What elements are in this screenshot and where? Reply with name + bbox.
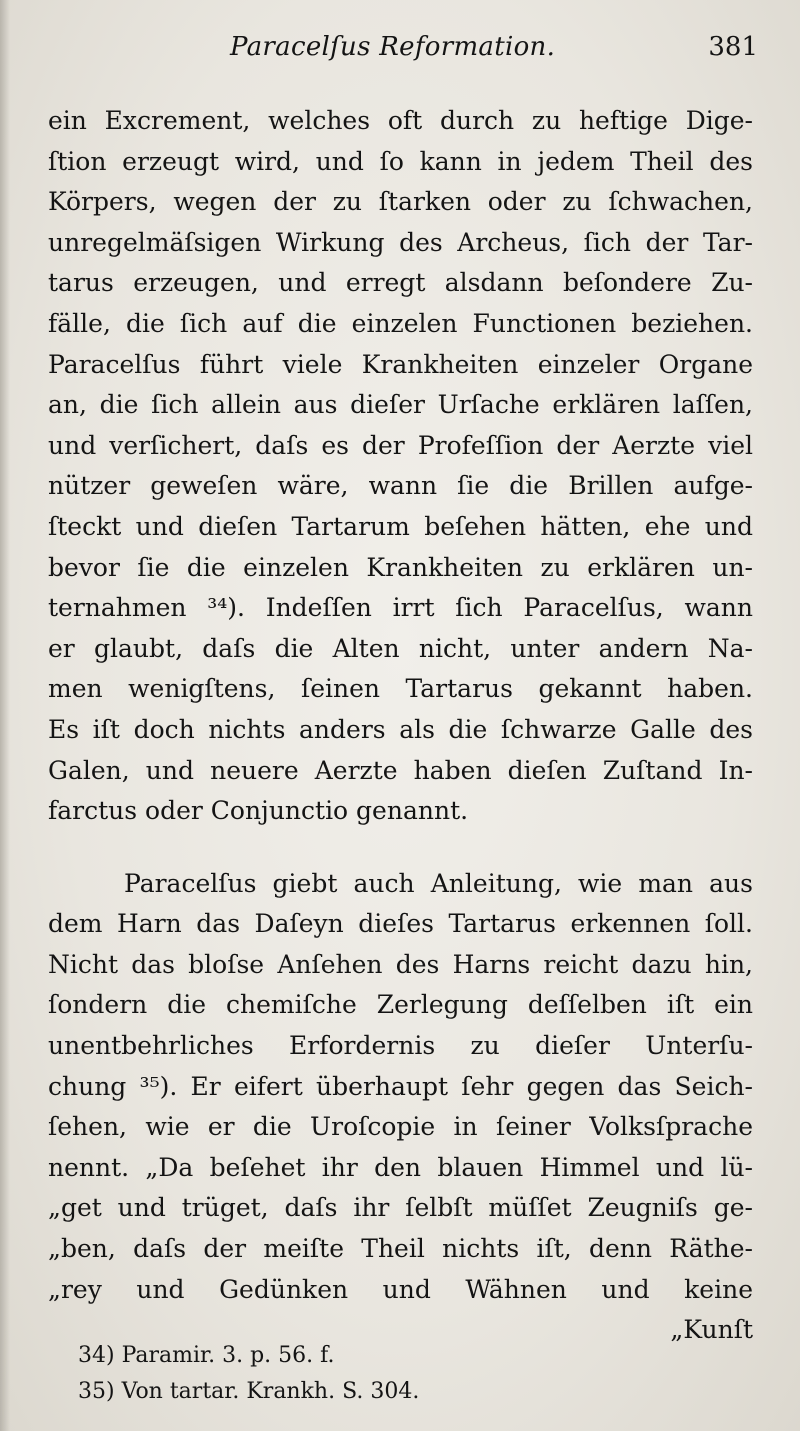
text-line: ſondern die chemiſche Zerlegung deſſelben iſt ein	[48, 990, 753, 1020]
running-title: Paracelſus Reformation.	[230, 32, 556, 62]
text-line: farctus oder Conjunctio genannt.	[48, 796, 469, 826]
footnote: 35) Von tartar. Krankh. S. 304.	[78, 1379, 420, 1404]
text-line: „get und trüget, daſs ihr ſelbſt müſſet Zeugniſs ge-	[48, 1193, 753, 1223]
text-line: men wenigſtens, ſeinen Tartarus gekannt haben.	[48, 674, 753, 704]
text-line: Paracelſus giebt auch Anleitung, wie man aus	[124, 868, 753, 898]
text-line: er glaubt, daſs die Alten nicht, unter andern Na-	[48, 633, 753, 663]
text-line: unregelmäſsigen Wirkung des Archeus, ſich der Tar-	[48, 227, 753, 257]
text-line: dem Harn das Daſeyn dieſes Tartarus erkennen ſoll.	[48, 909, 753, 939]
footnote: 34) Paramir. 3. p. 56. f.	[78, 1343, 335, 1368]
text-line: Es iſt doch nichts anders als die ſchwarze Galle des	[48, 714, 753, 744]
text-line: Paracelſus führt viele Krankheiten einzeler Organe	[48, 349, 753, 379]
page-number: 381	[708, 32, 758, 62]
text-line: fälle, die ſich auf die einzelen Functionen beziehen.	[48, 308, 753, 338]
text-line: Galen, und neuere Aerzte haben dieſen Zuſtand In-	[48, 755, 753, 785]
text-line: tarus erzeugen, und erregt alsdann beſondere Zu-	[48, 268, 753, 298]
text-line: an, die ſich allein aus dieſer Urſache erklären laſſen,	[48, 390, 753, 420]
body-text	[48, 101, 753, 1351]
text-line: ſehen, wie er die Uroſcopie in ſeiner Volksſprache	[48, 1112, 753, 1142]
text-line: „ben, daſs der meiſte Theil nichts iſt, denn Räthe-	[48, 1234, 753, 1264]
text-line: ſteckt und dieſen Tartarum beſehen hätten, ehe und	[48, 511, 753, 541]
catchword: „Kunſt	[670, 1315, 753, 1345]
text-line: chung ³⁵). Er eifert überhaupt ſehr gegen das Seich-	[48, 1071, 753, 1101]
text-line: ein Excrement, welches oft durch zu heftige Dige-	[48, 106, 753, 135]
text-line: nützer geweſen wäre, wann ſie die Brillen aufge-	[48, 471, 753, 501]
text-line: „rey und Gedünken und Wähnen und keine	[48, 1274, 753, 1304]
text-line: Nicht das bloſse Anſehen des Harns reicht dazu hin,	[48, 949, 753, 979]
paragraph-gap	[48, 832, 753, 864]
text-line: nennt. „Da beſehet ihr den blauen Himmel und lü-	[48, 1152, 753, 1182]
text-line: ſtion erzeugt wird, und ſo kann in jedem Theil des	[48, 146, 753, 176]
text-line: unentbehrliches Erfordernis zu dieſer Unterſu-	[48, 1031, 753, 1061]
footnotes	[78, 1338, 678, 1410]
text-line: Körpers, wegen der zu ſtarken oder zu ſchwachen,	[48, 187, 753, 217]
text-line: bevor ſie die einzelen Krankheiten zu erklären un-	[48, 552, 753, 582]
page-edge-shadow	[0, 0, 10, 1431]
text-line: und verſichert, daſs es der Profeſſion der Aerzte viel	[48, 430, 753, 460]
page-header	[230, 32, 758, 72]
text-line: ternahmen ³⁴). Indeſſen irrt ſich Paracelſus, wann	[48, 593, 753, 623]
